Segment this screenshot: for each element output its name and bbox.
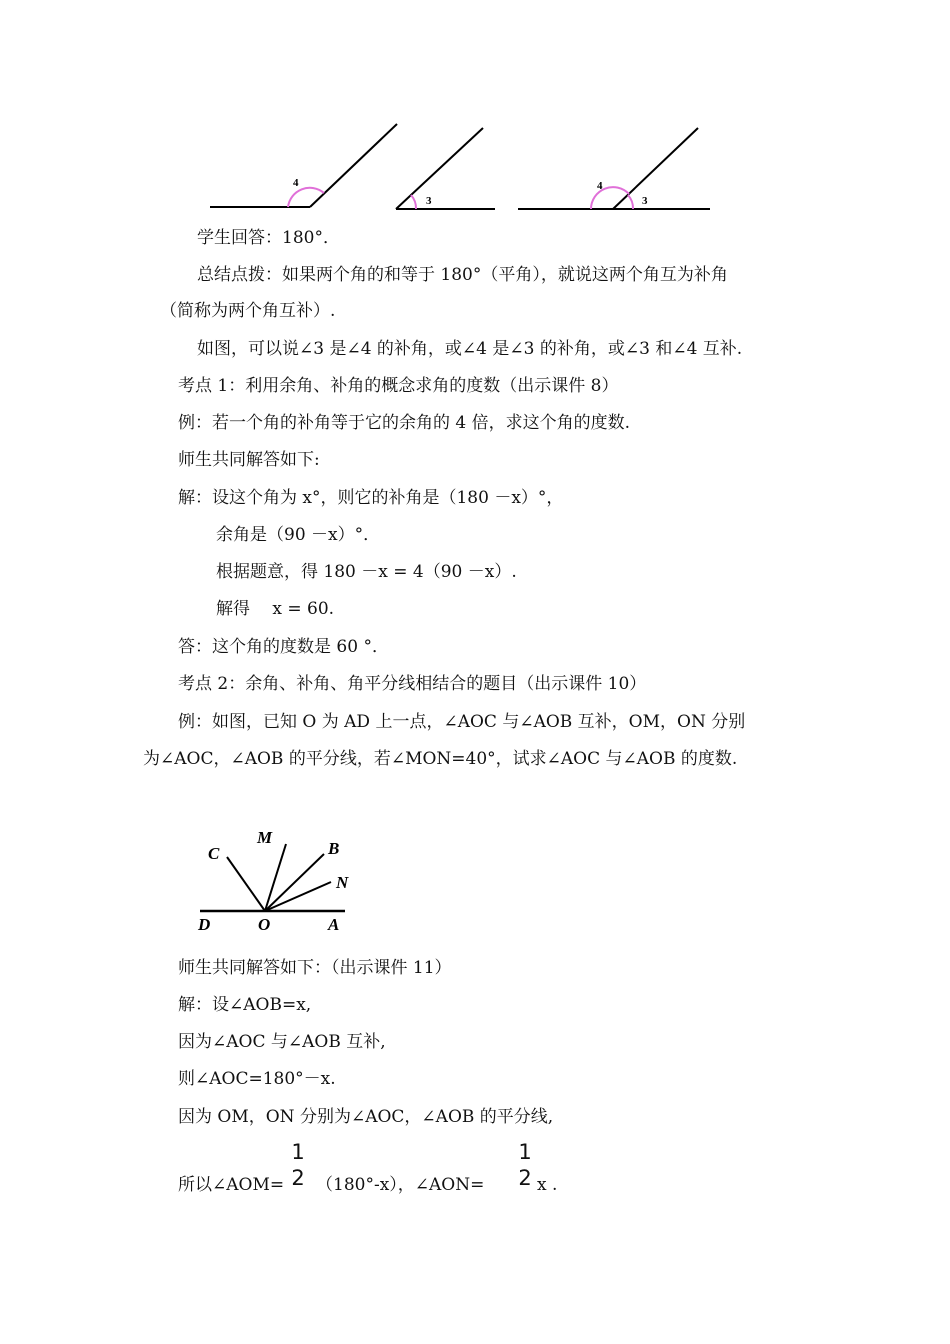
label-c: C xyxy=(208,844,220,863)
solution2-step-3: 则∠AOC=180°－x. xyxy=(178,1069,336,1089)
label-d: D xyxy=(198,915,211,934)
answer-1: 答：这个角的度数是 60 °． xyxy=(178,637,389,657)
example-2-line-2: 为∠AOC，∠AOB 的平分线，若∠MON=40°，试求∠AOC 与∠AOB 的度数. xyxy=(143,749,738,769)
example-1: 例：若一个角的补角等于它的余角的 4 倍，求这个角的度数. xyxy=(178,413,631,433)
angle-3-arc xyxy=(411,195,416,209)
angle-3-label-2: 3 xyxy=(642,195,648,207)
angle-3-arc-2 xyxy=(628,195,633,209)
angle-4-label-2: 4 xyxy=(597,180,603,192)
key-point-1: 考点 1：利用余角、补角的概念求角的度数（出示课件 8） xyxy=(178,376,619,396)
solution2-step-4: 因为 OM，ON 分别为∠AOC，∠AOB 的平分线, xyxy=(178,1107,554,1127)
solution2-step-5-part-3: x . xyxy=(537,1175,558,1195)
summary-line-1: 总结点拨：如果两个角的和等于 180°（平角），就说这两个角互为补角 xyxy=(197,265,728,285)
summary-line-2: （简称为两个角互补）. xyxy=(160,301,336,321)
label-n: N xyxy=(336,873,349,892)
angle-3-label: 3 xyxy=(426,195,432,207)
example-2-line-1: 例：如图，已知 O 为 AD 上一点，∠AOC 与∠AOB 互补，OM，ON 分别 xyxy=(178,712,746,732)
fraction-2-denominator: 2 xyxy=(518,1166,532,1190)
joint-solution-heading: 师生共同解答如下: xyxy=(178,450,320,470)
rays-diagram xyxy=(190,822,370,937)
ray-oc xyxy=(227,857,265,911)
key-point-2: 考点 2：余角、补角、角平分线相结合的题目（出示课件 10） xyxy=(178,674,647,694)
student-answer: 学生回答：180°． xyxy=(197,228,340,248)
label-o: O xyxy=(258,915,271,934)
fraction-1-numerator: 1 xyxy=(291,1140,305,1164)
angle-4-label: 4 xyxy=(293,177,299,189)
solution2-step-5-part-2: （180°-x），∠AON= xyxy=(316,1175,485,1195)
solution-step-4: 解得 x = 60. xyxy=(216,599,335,619)
label-b: B xyxy=(328,839,340,858)
solution-step-3: 根据题意，得 180 －x = 4（90 －x）. xyxy=(216,562,517,582)
figure-explanation: 如图，可以说∠3 是∠4 的补角，或∠4 是∠3 的补角，或∠3 和∠4 互补. xyxy=(197,339,743,359)
solution2-step-2: 因为∠AOC 与∠AOB 互补, xyxy=(178,1032,386,1052)
solution2-step-5-part-1: 所以∠AOM= xyxy=(178,1175,285,1195)
solution-step-2: 余角是（90 －x）°． xyxy=(216,525,381,545)
fraction-2-numerator: 1 xyxy=(518,1140,532,1164)
fraction-1-denominator: 2 xyxy=(291,1166,305,1190)
solution-step-1: 解：设这个角为 x°，则它的补角是（180 －x）°， xyxy=(178,488,564,508)
angle-4-arc xyxy=(288,188,324,207)
angle-diagrams xyxy=(200,118,720,218)
label-a: A xyxy=(328,915,340,934)
solution2-step-1: 解：设∠AOB=x, xyxy=(178,995,312,1015)
joint-solution-heading-2: 师生共同解答如下：（出示课件 11） xyxy=(178,958,452,978)
label-m: M xyxy=(257,828,273,847)
ray-on xyxy=(265,882,331,911)
